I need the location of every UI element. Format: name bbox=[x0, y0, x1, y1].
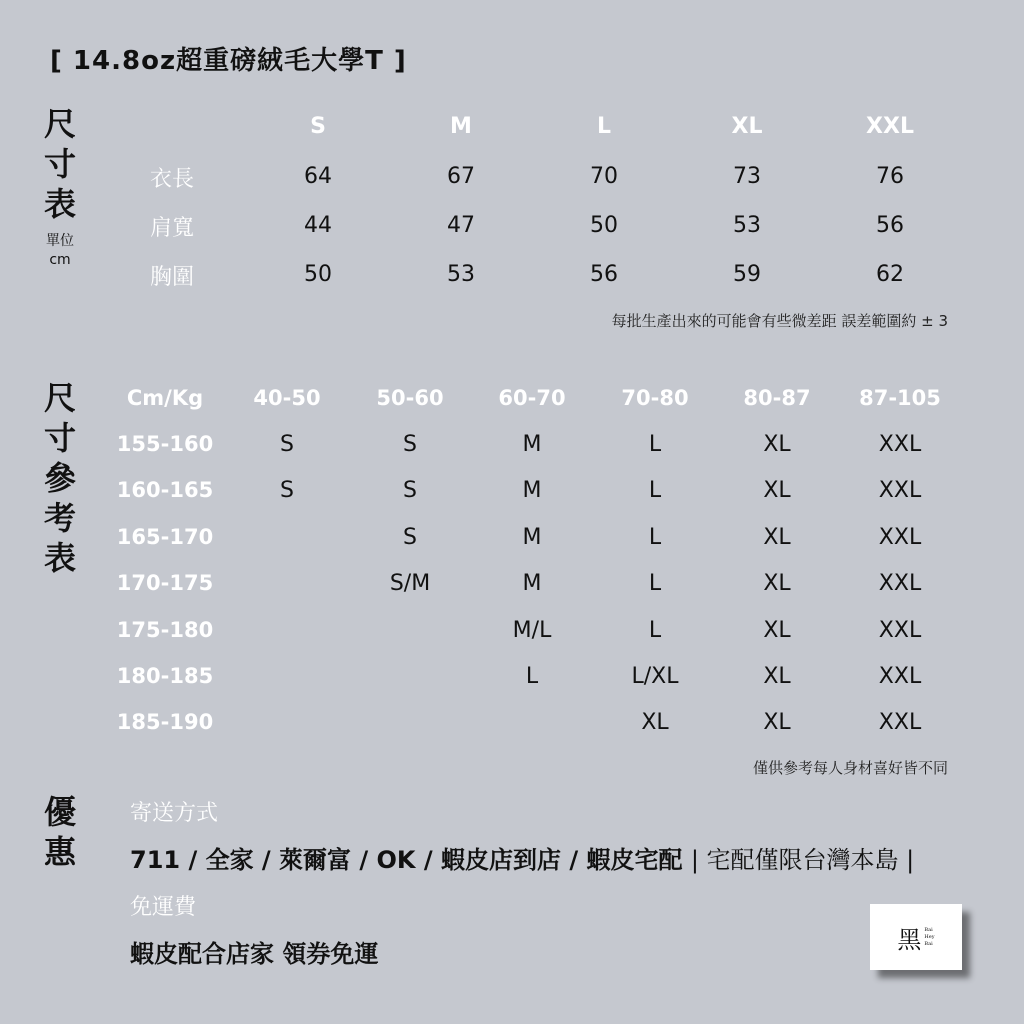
reference-cell: XL bbox=[763, 664, 791, 689]
reference-cell: XXL bbox=[878, 525, 922, 550]
reference-cell: M/L bbox=[512, 618, 552, 643]
reference-cell: S bbox=[403, 478, 417, 503]
reference-cell: XL bbox=[763, 618, 791, 643]
free-shipping-detail: 蝦皮配合店家 領券免運 bbox=[130, 940, 379, 968]
reference-cell: L bbox=[648, 571, 662, 596]
size-cell: 50 bbox=[304, 262, 332, 287]
offers-side-title: 優 惠 bbox=[43, 793, 76, 871]
height-row-label: 185-190 bbox=[116, 710, 214, 734]
reference-cell: XXL bbox=[878, 478, 922, 503]
reference-cell: M bbox=[522, 571, 542, 596]
size-cell: 67 bbox=[447, 164, 475, 189]
reference-cell: S/M bbox=[389, 571, 431, 596]
size-cell: 76 bbox=[876, 164, 904, 189]
reference-cell: L bbox=[648, 432, 662, 457]
size-column-header: XL bbox=[731, 114, 763, 139]
reference-cell: XXL bbox=[878, 664, 922, 689]
size-cell: 56 bbox=[876, 213, 904, 238]
reference-cell: S bbox=[403, 525, 417, 550]
shipping-heading: 寄送方式 bbox=[130, 801, 219, 826]
size-cell: 44 bbox=[304, 213, 332, 238]
reference-cell: L bbox=[648, 478, 662, 503]
weight-column-header: 60-70 bbox=[498, 386, 566, 410]
reference-chart-side-title: 尺 寸 參 考 表 bbox=[43, 379, 76, 577]
unit-value: cm bbox=[49, 252, 71, 268]
shipping-methods-line bbox=[130, 840, 914, 875]
reference-chart-note: 僅供參考每人身材喜好皆不同 bbox=[752, 759, 948, 777]
shipping-restriction: | 宅配僅限台灣本島 | bbox=[690, 846, 915, 874]
reference-cell: XXL bbox=[878, 571, 922, 596]
unit-label: 單位 bbox=[46, 233, 74, 249]
size-cell: 53 bbox=[733, 213, 761, 238]
logo-character: 黑 bbox=[897, 925, 922, 954]
reference-cell: L/XL bbox=[631, 664, 679, 689]
reference-cell: L bbox=[648, 618, 662, 643]
reference-cell: M bbox=[522, 478, 542, 503]
shipping-methods: 711 / 全家 / 萊爾富 / OK / 蝦皮店到店 / 蝦皮宅配 bbox=[130, 846, 683, 874]
size-cell: 56 bbox=[590, 262, 618, 287]
reference-cell: XL bbox=[763, 432, 791, 457]
reference-cell: XL bbox=[763, 571, 791, 596]
size-cell: 70 bbox=[590, 164, 618, 189]
size-row-label: 肩寬 bbox=[150, 216, 195, 241]
reference-cell: XL bbox=[641, 710, 669, 735]
size-row-label: 衣長 bbox=[150, 167, 195, 192]
size-column-header: XXL bbox=[866, 114, 914, 139]
size-column-header: M bbox=[450, 114, 472, 139]
reference-cell: S bbox=[403, 432, 417, 457]
reference-cell: L bbox=[648, 525, 662, 550]
height-row-label: 180-185 bbox=[116, 664, 214, 688]
reference-cell: S bbox=[280, 432, 294, 457]
height-row-label: 155-160 bbox=[116, 432, 214, 456]
reference-cell: S bbox=[280, 478, 294, 503]
height-row-label: 170-175 bbox=[116, 571, 214, 595]
weight-column-header: 87-105 bbox=[859, 386, 941, 410]
size-cell: 47 bbox=[447, 213, 475, 238]
size-cell: 62 bbox=[876, 262, 904, 287]
size-cell: 53 bbox=[447, 262, 475, 287]
reference-corner-label: Cm/Kg bbox=[126, 386, 204, 410]
free-shipping-heading: 免運費 bbox=[130, 895, 197, 920]
reference-cell: XL bbox=[763, 525, 791, 550]
reference-cell: XL bbox=[763, 710, 791, 735]
size-cell: 64 bbox=[304, 164, 332, 189]
reference-cell: M bbox=[522, 525, 542, 550]
height-row-label: 175-180 bbox=[116, 618, 214, 642]
size-chart-side-title: 尺 寸 表 bbox=[43, 105, 76, 223]
page-title: [ 14.8oz超重磅絨毛大學T ] bbox=[50, 46, 407, 76]
reference-cell: XXL bbox=[878, 432, 922, 457]
weight-column-header: 50-60 bbox=[376, 386, 444, 410]
reference-cell: L bbox=[525, 664, 539, 689]
size-row-label: 胸圍 bbox=[150, 265, 195, 290]
weight-column-header: 70-80 bbox=[621, 386, 689, 410]
size-column-header: S bbox=[310, 114, 326, 139]
reference-cell: XL bbox=[763, 478, 791, 503]
reference-cell: XXL bbox=[878, 618, 922, 643]
size-cell: 73 bbox=[733, 164, 761, 189]
size-cell: 50 bbox=[590, 213, 618, 238]
reference-cell: M bbox=[522, 432, 542, 457]
height-row-label: 165-170 bbox=[116, 525, 214, 549]
brand-logo bbox=[870, 904, 962, 970]
weight-column-header: 80-87 bbox=[743, 386, 811, 410]
reference-cell: XXL bbox=[878, 710, 922, 735]
height-row-label: 160-165 bbox=[116, 478, 214, 502]
weight-column-header: 40-50 bbox=[253, 386, 321, 410]
size-cell: 59 bbox=[733, 262, 761, 287]
logo-subtext: Bai Hey Bai bbox=[924, 926, 935, 947]
size-chart-note: 每批生產出來的可能會有些微差距 誤差範圍約 ± 3 bbox=[611, 312, 948, 330]
size-column-header: L bbox=[596, 114, 612, 139]
